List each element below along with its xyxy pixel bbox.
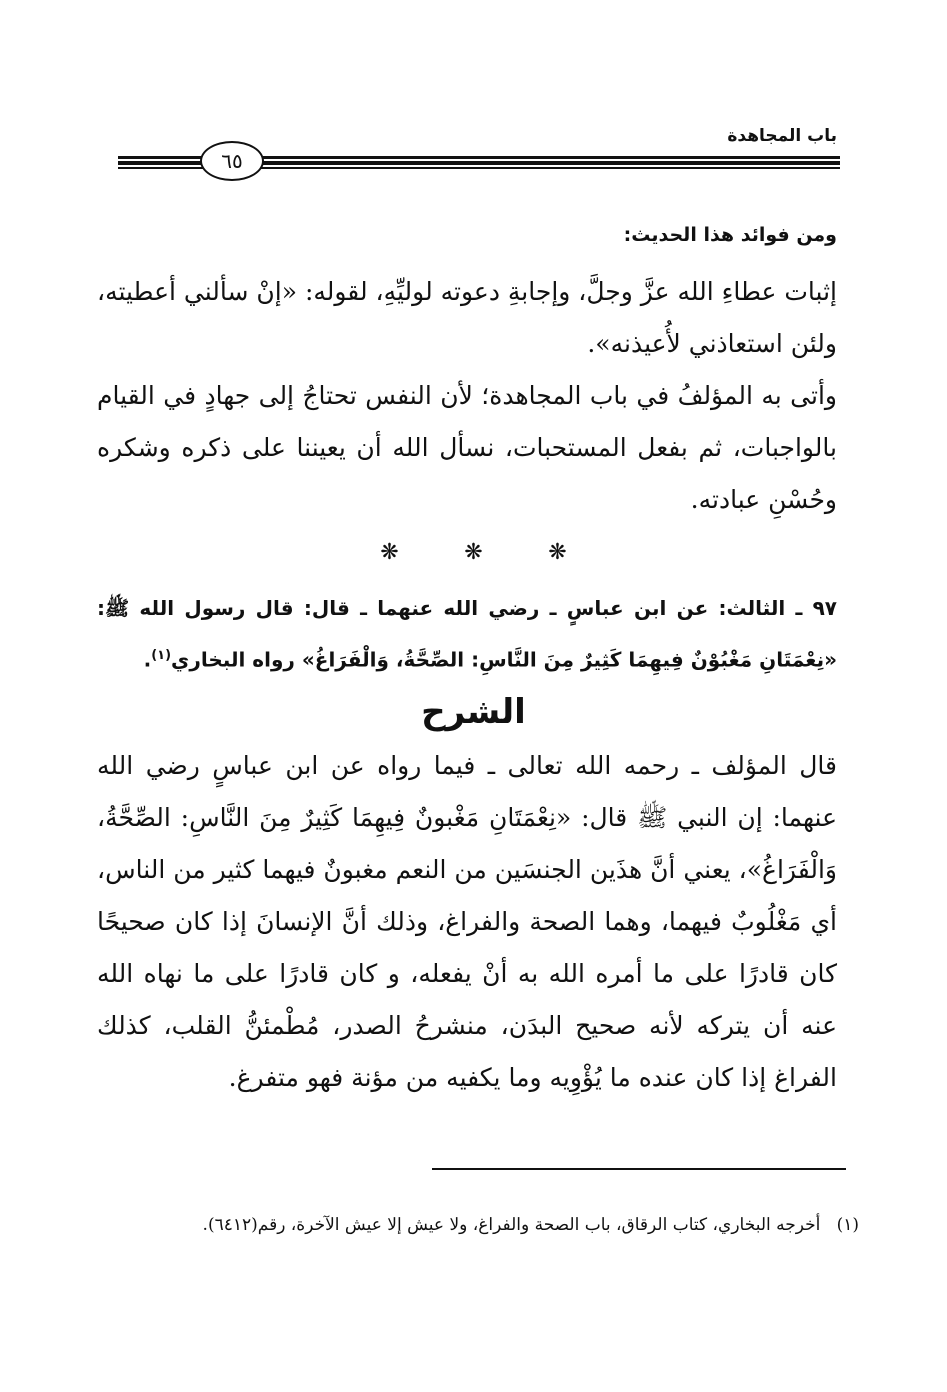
footnote-reference: (١) <box>151 648 172 663</box>
footnote-number: (١) <box>836 1215 859 1235</box>
star-icon: ❋ <box>464 540 483 565</box>
star-icon: ❋ <box>380 540 399 565</box>
page-number: ٦٥ <box>200 141 264 181</box>
commentary-body: قال المؤلف ـ رحمه الله تعالى ـ فيما رواه عن ابن عباسٍ رضي الله عنهما: إن النبي ﷺ قال: «نِعْمَتَانِ مَغْبونٌ فِيهِمَا كَثِيرٌ مِنَ النَّاسِ: الصِّحَّةُ، وَالْفَرَاغُ»، يعني أنَّ هذَين الجنسَين من النعم مغبونٌ فيهما كثير من الناس، أي مَغْلُوبٌ فيهما، وهما الصحة والفراغ، وذلك أنَّ الإنسانَ إذا كان صحيحًا كان قادرًا على ما أمره الله به أنْ يفعله، و كان قادرًا على ما نهاه الله عنه أن يتركه لأنه صحيح البدَن، منشرحُ الصدر، مُطْمئنُّ القلب، كذلك الفراغ إذا كان عنده ما يُؤْوِيه وما يكفيه من مؤنة فهو متفرغ. <box>97 751 837 1092</box>
running-title: باب المجاهدة <box>727 126 837 146</box>
benefits-paragraph-1: إثبات عطاءِ الله عزَّ وجلَّ، وإجابةِ دعوته لوليِّهِ، لقوله: «إنْ سألني أعطيته، ولئن استعاذني لأُعيذنه». <box>97 277 837 358</box>
star-icon: ❋ <box>548 540 567 565</box>
benefits-heading: ومن فوائد هذا الحديث: <box>623 224 837 246</box>
benefits-paragraph-2: وأتى به المؤلفُ في باب المجاهدة؛ لأن النفس تحتاجُ إلى جهادٍ في القيام بالواجبات، ثم بفعل المستحبات، نسأل الله أن يعيننا على ذكره وشكره وحُسْنِ عبادته. <box>97 381 837 514</box>
hadith-text: ٩٧ ـ الثالث: عن ابن عباسٍ ـ رضي الله عنهما ـ قال: قال رسول الله ﷺ: «نِعْمَتَانِ مَغْبُوْنٌ فِيهِمَا كَثِيرٌ مِنَ النَّاسِ: الصِّحَّةُ، وَالْفَرَاغُ» رواه البخاري$^{(١)}$. <box>97 596 837 672</box>
footnote-text: أخرجه البخاري، كتاب الرقاق، باب الصحة والفراغ، ولا عيش إلا عيش الآخرة، رقم(٦٤١٢). <box>202 1215 821 1235</box>
section-separator <box>0 540 947 565</box>
footnote <box>99 1208 859 1242</box>
footnote-divider <box>432 1168 846 1170</box>
commentary-title: الشرح <box>421 692 526 732</box>
hadith-body: ٩٧ ـ الثالث: عن ابن عباسٍ ـ رضي الله عنهما ـ قال: قال رسول الله ﷺ: «نِعْمَتَانِ مَغْبُوْنٌ فِيهِمَا كَثِيرٌ مِنَ النَّاسِ: الصِّحَّةُ، وَالْفَرَاغُ» رواه البخاري <box>97 596 837 672</box>
